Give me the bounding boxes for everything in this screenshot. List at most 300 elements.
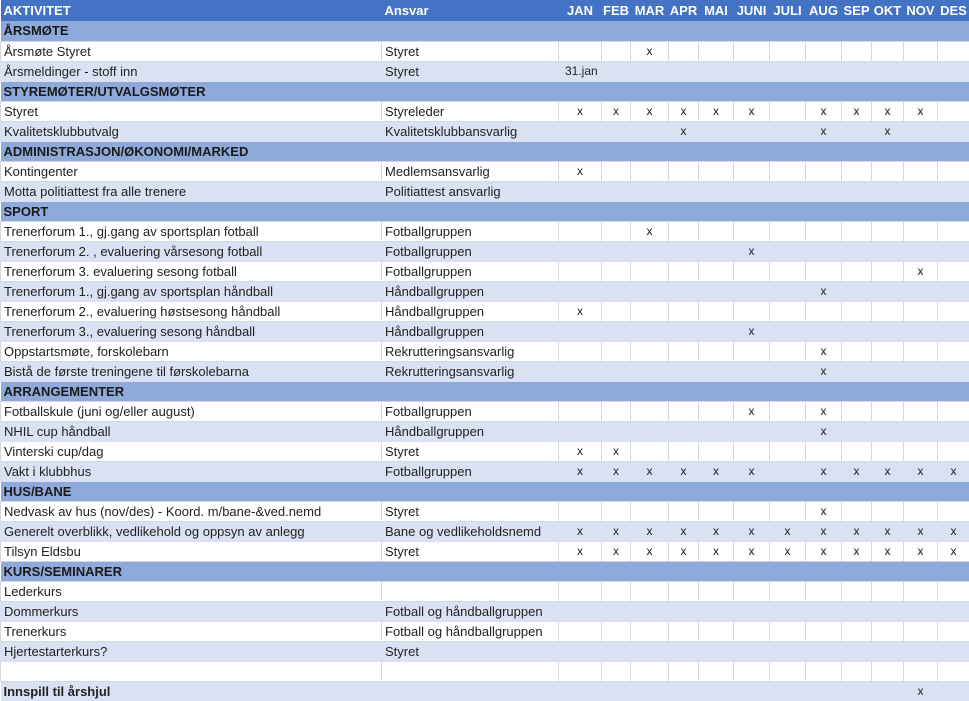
month-cell-aug[interactable] bbox=[806, 661, 842, 681]
month-cell-mai[interactable] bbox=[699, 661, 734, 681]
month-cell-mar[interactable] bbox=[631, 581, 669, 601]
month-cell-feb[interactable] bbox=[602, 641, 631, 661]
month-cell-mar[interactable] bbox=[631, 121, 669, 141]
month-cell-apr[interactable] bbox=[669, 601, 699, 621]
month-cell-mar[interactable] bbox=[631, 61, 669, 81]
month-cell-mai[interactable] bbox=[699, 441, 734, 461]
responsible-cell[interactable]: Styret bbox=[382, 541, 559, 561]
month-cell-juni[interactable] bbox=[734, 301, 770, 321]
month-cell-juli[interactable] bbox=[770, 221, 806, 241]
month-cell-jan[interactable]: x bbox=[559, 101, 602, 121]
month-cell-okt[interactable] bbox=[872, 61, 904, 81]
activity-cell[interactable]: Kontingenter bbox=[1, 161, 382, 181]
month-cell-sep[interactable] bbox=[842, 321, 872, 341]
month-cell-mar[interactable] bbox=[631, 361, 669, 381]
activity-cell[interactable]: Oppstartsmøte, forskolebarn bbox=[1, 341, 382, 361]
activity-cell[interactable]: Dommerkurs bbox=[1, 601, 382, 621]
month-cell-feb[interactable]: x bbox=[602, 441, 631, 461]
month-cell-apr[interactable] bbox=[669, 401, 699, 421]
month-cell-feb[interactable] bbox=[602, 681, 631, 701]
month-cell-des[interactable] bbox=[938, 181, 969, 201]
activity-cell[interactable]: Bistå de første treningene til førskolebarna bbox=[1, 361, 382, 381]
month-cell-nov[interactable] bbox=[904, 341, 938, 361]
month-cell-mai[interactable] bbox=[699, 161, 734, 181]
header-month-aug[interactable]: AUG bbox=[806, 0, 842, 21]
month-cell-juli[interactable] bbox=[770, 281, 806, 301]
activity-cell[interactable]: Vinterski cup/dag bbox=[1, 441, 382, 461]
month-cell-okt[interactable] bbox=[872, 181, 904, 201]
month-cell-des[interactable] bbox=[938, 321, 969, 341]
month-cell-okt[interactable] bbox=[872, 321, 904, 341]
month-cell-apr[interactable]: x bbox=[669, 121, 699, 141]
month-cell-sep[interactable] bbox=[842, 421, 872, 441]
responsible-cell[interactable]: Rekrutteringsansvarlig bbox=[382, 341, 559, 361]
month-cell-jan[interactable] bbox=[559, 281, 602, 301]
responsible-cell[interactable]: Styret bbox=[382, 441, 559, 461]
month-cell-juni[interactable]: x bbox=[734, 521, 770, 541]
month-cell-sep[interactable] bbox=[842, 681, 872, 701]
month-cell-juli[interactable] bbox=[770, 421, 806, 441]
month-cell-mar[interactable] bbox=[631, 641, 669, 661]
month-cell-nov[interactable] bbox=[904, 621, 938, 641]
month-cell-okt[interactable] bbox=[872, 441, 904, 461]
month-cell-juni[interactable] bbox=[734, 601, 770, 621]
month-cell-mai[interactable] bbox=[699, 361, 734, 381]
month-cell-apr[interactable] bbox=[669, 661, 699, 681]
activity-cell[interactable]: Trenerforum 3. evaluering sesong fotball bbox=[1, 261, 382, 281]
month-cell-nov[interactable] bbox=[904, 361, 938, 381]
month-cell-nov[interactable] bbox=[904, 281, 938, 301]
month-cell-aug[interactable] bbox=[806, 581, 842, 601]
month-cell-apr[interactable] bbox=[669, 681, 699, 701]
month-cell-mar[interactable] bbox=[631, 241, 669, 261]
month-cell-apr[interactable]: x bbox=[669, 541, 699, 561]
month-cell-jan[interactable] bbox=[559, 621, 602, 641]
month-cell-feb[interactable] bbox=[602, 401, 631, 421]
header-month-okt[interactable]: OKT bbox=[872, 0, 904, 21]
month-cell-apr[interactable] bbox=[669, 161, 699, 181]
month-cell-juni[interactable] bbox=[734, 61, 770, 81]
month-cell-sep[interactable] bbox=[842, 581, 872, 601]
month-cell-feb[interactable] bbox=[602, 41, 631, 61]
month-cell-sep[interactable] bbox=[842, 221, 872, 241]
activity-cell[interactable]: Hjertestarterkurs? bbox=[1, 641, 382, 661]
month-cell-okt[interactable] bbox=[872, 601, 904, 621]
month-cell-feb[interactable] bbox=[602, 181, 631, 201]
month-cell-feb[interactable]: x bbox=[602, 101, 631, 121]
month-cell-okt[interactable] bbox=[872, 281, 904, 301]
activity-cell[interactable]: Innspill til årshjul bbox=[1, 681, 382, 701]
month-cell-jan[interactable]: x bbox=[559, 461, 602, 481]
responsible-cell[interactable]: Rekrutteringsansvarlig bbox=[382, 361, 559, 381]
month-cell-juli[interactable] bbox=[770, 341, 806, 361]
month-cell-mai[interactable] bbox=[699, 281, 734, 301]
month-cell-nov[interactable] bbox=[904, 581, 938, 601]
month-cell-aug[interactable]: x bbox=[806, 501, 842, 521]
month-cell-juli[interactable] bbox=[770, 441, 806, 461]
activity-cell[interactable]: Trenerforum 3., evaluering sesong håndball bbox=[1, 321, 382, 341]
header-activity[interactable]: AKTIVITET bbox=[1, 0, 382, 21]
month-cell-feb[interactable] bbox=[602, 621, 631, 641]
month-cell-nov[interactable] bbox=[904, 501, 938, 521]
month-cell-apr[interactable] bbox=[669, 581, 699, 601]
month-cell-jan[interactable]: x bbox=[559, 441, 602, 461]
month-cell-apr[interactable]: x bbox=[669, 101, 699, 121]
month-cell-okt[interactable]: x bbox=[872, 521, 904, 541]
month-cell-mai[interactable] bbox=[699, 241, 734, 261]
month-cell-juni[interactable]: x bbox=[734, 241, 770, 261]
month-cell-juli[interactable] bbox=[770, 621, 806, 641]
month-cell-sep[interactable] bbox=[842, 661, 872, 681]
month-cell-des[interactable] bbox=[938, 421, 969, 441]
month-cell-okt[interactable] bbox=[872, 241, 904, 261]
month-cell-apr[interactable]: x bbox=[669, 461, 699, 481]
month-cell-feb[interactable] bbox=[602, 301, 631, 321]
month-cell-juni[interactable] bbox=[734, 641, 770, 661]
month-cell-jan[interactable] bbox=[559, 501, 602, 521]
responsible-cell[interactable]: Styret bbox=[382, 641, 559, 661]
month-cell-mai[interactable] bbox=[699, 641, 734, 661]
month-cell-sep[interactable] bbox=[842, 621, 872, 641]
month-cell-jan[interactable] bbox=[559, 601, 602, 621]
month-cell-nov[interactable] bbox=[904, 161, 938, 181]
month-cell-nov[interactable] bbox=[904, 321, 938, 341]
month-cell-mai[interactable] bbox=[699, 421, 734, 441]
month-cell-nov[interactable]: x bbox=[904, 521, 938, 541]
responsible-cell[interactable] bbox=[382, 681, 559, 701]
month-cell-aug[interactable] bbox=[806, 441, 842, 461]
header-month-juli[interactable]: JULI bbox=[770, 0, 806, 21]
activity-cell[interactable]: Tilsyn Eldsbu bbox=[1, 541, 382, 561]
month-cell-jan[interactable] bbox=[559, 661, 602, 681]
month-cell-okt[interactable] bbox=[872, 41, 904, 61]
activity-cell[interactable]: Trenerforum 2. , evaluering vårsesong fotball bbox=[1, 241, 382, 261]
month-cell-mai[interactable] bbox=[699, 221, 734, 241]
activity-cell[interactable]: Styret bbox=[1, 101, 382, 121]
section-title[interactable]: ADMINISTRASJON/ØKONOMI/MARKED bbox=[1, 141, 969, 161]
month-cell-juni[interactable]: x bbox=[734, 461, 770, 481]
month-cell-sep[interactable] bbox=[842, 161, 872, 181]
month-cell-juli[interactable] bbox=[770, 241, 806, 261]
month-cell-okt[interactable] bbox=[872, 341, 904, 361]
month-cell-mar[interactable] bbox=[631, 601, 669, 621]
month-cell-des[interactable] bbox=[938, 401, 969, 421]
month-cell-sep[interactable] bbox=[842, 341, 872, 361]
month-cell-mar[interactable]: x bbox=[631, 221, 669, 241]
activity-cell[interactable]: Lederkurs bbox=[1, 581, 382, 601]
month-cell-des[interactable] bbox=[938, 101, 969, 121]
responsible-cell[interactable] bbox=[382, 581, 559, 601]
month-cell-apr[interactable] bbox=[669, 621, 699, 641]
month-cell-juni[interactable] bbox=[734, 341, 770, 361]
month-cell-nov[interactable] bbox=[904, 601, 938, 621]
month-cell-des[interactable]: x bbox=[938, 461, 969, 481]
month-cell-aug[interactable] bbox=[806, 41, 842, 61]
month-cell-jan[interactable] bbox=[559, 641, 602, 661]
month-cell-apr[interactable] bbox=[669, 361, 699, 381]
month-cell-sep[interactable] bbox=[842, 261, 872, 281]
month-cell-mar[interactable] bbox=[631, 261, 669, 281]
month-cell-nov[interactable]: x bbox=[904, 101, 938, 121]
month-cell-juli[interactable]: x bbox=[770, 521, 806, 541]
header-month-juni[interactable]: JUNI bbox=[734, 0, 770, 21]
month-cell-jan[interactable] bbox=[559, 361, 602, 381]
responsible-cell[interactable]: Fotballgruppen bbox=[382, 401, 559, 421]
month-cell-feb[interactable] bbox=[602, 421, 631, 441]
month-cell-jan[interactable]: x bbox=[559, 521, 602, 541]
activity-cell[interactable]: Trenerforum 1., gj.gang av sportsplan håndball bbox=[1, 281, 382, 301]
activity-cell[interactable]: Trenerforum 1., gj.gang av sportsplan fotball bbox=[1, 221, 382, 241]
month-cell-mar[interactable]: x bbox=[631, 41, 669, 61]
activity-cell[interactable]: Vakt i klubbhus bbox=[1, 461, 382, 481]
activity-cell[interactable]: Årsmøte Styret bbox=[1, 41, 382, 61]
month-cell-aug[interactable] bbox=[806, 301, 842, 321]
month-cell-aug[interactable] bbox=[806, 261, 842, 281]
month-cell-aug[interactable] bbox=[806, 641, 842, 661]
month-cell-juli[interactable] bbox=[770, 181, 806, 201]
month-cell-aug[interactable]: x bbox=[806, 281, 842, 301]
month-cell-feb[interactable] bbox=[602, 661, 631, 681]
month-cell-mai[interactable] bbox=[699, 321, 734, 341]
month-cell-feb[interactable] bbox=[602, 581, 631, 601]
month-cell-sep[interactable] bbox=[842, 281, 872, 301]
month-cell-des[interactable] bbox=[938, 61, 969, 81]
month-cell-feb[interactable]: x bbox=[602, 521, 631, 541]
month-cell-des[interactable] bbox=[938, 121, 969, 141]
month-cell-mai[interactable] bbox=[699, 581, 734, 601]
month-cell-juni[interactable] bbox=[734, 281, 770, 301]
header-month-mar[interactable]: MAR bbox=[631, 0, 669, 21]
deadline-note-cell[interactable]: 31.jan bbox=[559, 61, 631, 81]
month-cell-okt[interactable] bbox=[872, 421, 904, 441]
responsible-cell[interactable]: Styreleder bbox=[382, 101, 559, 121]
month-cell-juli[interactable] bbox=[770, 501, 806, 521]
month-cell-mai[interactable]: x bbox=[699, 101, 734, 121]
month-cell-feb[interactable] bbox=[602, 501, 631, 521]
month-cell-apr[interactable] bbox=[669, 241, 699, 261]
month-cell-mai[interactable] bbox=[699, 41, 734, 61]
month-cell-mai[interactable] bbox=[699, 401, 734, 421]
month-cell-juli[interactable] bbox=[770, 641, 806, 661]
month-cell-apr[interactable] bbox=[669, 321, 699, 341]
month-cell-mar[interactable] bbox=[631, 681, 669, 701]
month-cell-nov[interactable] bbox=[904, 221, 938, 241]
header-month-nov[interactable]: NOV bbox=[904, 0, 938, 21]
month-cell-mar[interactable] bbox=[631, 421, 669, 441]
month-cell-juni[interactable] bbox=[734, 581, 770, 601]
month-cell-juli[interactable] bbox=[770, 161, 806, 181]
month-cell-okt[interactable] bbox=[872, 581, 904, 601]
month-cell-sep[interactable] bbox=[842, 61, 872, 81]
month-cell-okt[interactable]: x bbox=[872, 461, 904, 481]
month-cell-apr[interactable] bbox=[669, 301, 699, 321]
month-cell-okt[interactable] bbox=[872, 221, 904, 241]
responsible-cell[interactable]: Håndballgruppen bbox=[382, 421, 559, 441]
activity-cell[interactable]: Årsmeldinger - stoff inn bbox=[1, 61, 382, 81]
month-cell-okt[interactable] bbox=[872, 621, 904, 641]
month-cell-feb[interactable] bbox=[602, 321, 631, 341]
month-cell-mai[interactable] bbox=[699, 261, 734, 281]
month-cell-des[interactable] bbox=[938, 641, 969, 661]
responsible-cell[interactable]: Fotballgruppen bbox=[382, 461, 559, 481]
month-cell-jan[interactable] bbox=[559, 221, 602, 241]
month-cell-mar[interactable] bbox=[631, 281, 669, 301]
month-cell-juni[interactable] bbox=[734, 221, 770, 241]
month-cell-apr[interactable] bbox=[669, 441, 699, 461]
responsible-cell[interactable]: Fotballgruppen bbox=[382, 261, 559, 281]
month-cell-feb[interactable] bbox=[602, 361, 631, 381]
month-cell-mai[interactable] bbox=[699, 181, 734, 201]
responsible-cell[interactable]: Fotballgruppen bbox=[382, 241, 559, 261]
month-cell-mai[interactable] bbox=[699, 681, 734, 701]
responsible-cell[interactable]: Fotball og håndballgruppen bbox=[382, 621, 559, 641]
section-title[interactable]: STYREMØTER/UTVALGSMØTER bbox=[1, 81, 969, 101]
month-cell-sep[interactable] bbox=[842, 601, 872, 621]
month-cell-apr[interactable] bbox=[669, 341, 699, 361]
month-cell-okt[interactable] bbox=[872, 641, 904, 661]
month-cell-mar[interactable]: x bbox=[631, 101, 669, 121]
month-cell-nov[interactable] bbox=[904, 181, 938, 201]
month-cell-jan[interactable] bbox=[559, 41, 602, 61]
section-title[interactable]: SPORT bbox=[1, 201, 969, 221]
month-cell-okt[interactable] bbox=[872, 401, 904, 421]
month-cell-nov[interactable] bbox=[904, 421, 938, 441]
activity-cell[interactable]: NHIL cup håndball bbox=[1, 421, 382, 441]
month-cell-mai[interactable]: x bbox=[699, 541, 734, 561]
month-cell-aug[interactable] bbox=[806, 61, 842, 81]
month-cell-juni[interactable] bbox=[734, 41, 770, 61]
month-cell-mar[interactable] bbox=[631, 501, 669, 521]
month-cell-sep[interactable] bbox=[842, 301, 872, 321]
month-cell-jan[interactable]: x bbox=[559, 541, 602, 561]
month-cell-aug[interactable]: x bbox=[806, 101, 842, 121]
month-cell-okt[interactable] bbox=[872, 681, 904, 701]
section-title[interactable]: KURS/SEMINARER bbox=[1, 561, 969, 581]
responsible-cell[interactable]: Medlemsansvarlig bbox=[382, 161, 559, 181]
month-cell-jan[interactable] bbox=[559, 121, 602, 141]
month-cell-nov[interactable] bbox=[904, 401, 938, 421]
month-cell-jan[interactable] bbox=[559, 341, 602, 361]
month-cell-des[interactable] bbox=[938, 161, 969, 181]
responsible-cell[interactable]: Styret bbox=[382, 501, 559, 521]
month-cell-sep[interactable]: x bbox=[842, 101, 872, 121]
month-cell-mar[interactable] bbox=[631, 621, 669, 641]
month-cell-des[interactable]: x bbox=[938, 521, 969, 541]
responsible-cell[interactable]: Håndballgruppen bbox=[382, 281, 559, 301]
month-cell-okt[interactable]: x bbox=[872, 121, 904, 141]
month-cell-aug[interactable] bbox=[806, 681, 842, 701]
month-cell-jan[interactable] bbox=[559, 421, 602, 441]
month-cell-feb[interactable] bbox=[602, 281, 631, 301]
month-cell-apr[interactable] bbox=[669, 181, 699, 201]
month-cell-mar[interactable]: x bbox=[631, 541, 669, 561]
month-cell-jan[interactable]: x bbox=[559, 161, 602, 181]
month-cell-mai[interactable] bbox=[699, 621, 734, 641]
month-cell-sep[interactable] bbox=[842, 501, 872, 521]
month-cell-juni[interactable] bbox=[734, 121, 770, 141]
month-cell-aug[interactable]: x bbox=[806, 461, 842, 481]
month-cell-apr[interactable] bbox=[669, 41, 699, 61]
month-cell-okt[interactable]: x bbox=[872, 541, 904, 561]
month-cell-nov[interactable] bbox=[904, 661, 938, 681]
month-cell-feb[interactable] bbox=[602, 241, 631, 261]
month-cell-mai[interactable] bbox=[699, 61, 734, 81]
responsible-cell[interactable]: Fotballgruppen bbox=[382, 221, 559, 241]
activity-cell[interactable]: Motta politiattest fra alle trenere bbox=[1, 181, 382, 201]
month-cell-juni[interactable] bbox=[734, 681, 770, 701]
month-cell-feb[interactable]: x bbox=[602, 461, 631, 481]
month-cell-mar[interactable] bbox=[631, 181, 669, 201]
month-cell-juli[interactable] bbox=[770, 601, 806, 621]
month-cell-juli[interactable] bbox=[770, 681, 806, 701]
month-cell-okt[interactable] bbox=[872, 301, 904, 321]
month-cell-apr[interactable] bbox=[669, 641, 699, 661]
responsible-cell[interactable]: Styret bbox=[382, 41, 559, 61]
header-month-sep[interactable]: SEP bbox=[842, 0, 872, 21]
month-cell-juli[interactable] bbox=[770, 121, 806, 141]
month-cell-sep[interactable]: x bbox=[842, 521, 872, 541]
month-cell-feb[interactable] bbox=[602, 121, 631, 141]
month-cell-mar[interactable] bbox=[631, 301, 669, 321]
month-cell-juli[interactable] bbox=[770, 661, 806, 681]
month-cell-aug[interactable] bbox=[806, 181, 842, 201]
responsible-cell[interactable] bbox=[382, 661, 559, 681]
month-cell-aug[interactable] bbox=[806, 221, 842, 241]
month-cell-okt[interactable] bbox=[872, 161, 904, 181]
activity-cell[interactable]: Trenerkurs bbox=[1, 621, 382, 641]
month-cell-des[interactable] bbox=[938, 261, 969, 281]
month-cell-juni[interactable] bbox=[734, 161, 770, 181]
month-cell-sep[interactable]: x bbox=[842, 541, 872, 561]
month-cell-feb[interactable] bbox=[602, 221, 631, 241]
section-title[interactable]: HUS/BANE bbox=[1, 481, 969, 501]
section-title[interactable]: ARRANGEMENTER bbox=[1, 381, 969, 401]
month-cell-sep[interactable] bbox=[842, 641, 872, 661]
month-cell-juni[interactable] bbox=[734, 661, 770, 681]
month-cell-juli[interactable] bbox=[770, 461, 806, 481]
month-cell-des[interactable] bbox=[938, 361, 969, 381]
month-cell-des[interactable]: x bbox=[938, 541, 969, 561]
month-cell-mai[interactable]: x bbox=[699, 521, 734, 541]
month-cell-juni[interactable]: x bbox=[734, 321, 770, 341]
header-month-des[interactable]: DES bbox=[938, 0, 969, 21]
month-cell-aug[interactable]: x bbox=[806, 121, 842, 141]
activity-cell[interactable]: Fotballskule (juni og/eller august) bbox=[1, 401, 382, 421]
month-cell-apr[interactable] bbox=[669, 261, 699, 281]
month-cell-nov[interactable] bbox=[904, 61, 938, 81]
month-cell-juli[interactable] bbox=[770, 301, 806, 321]
month-cell-juli[interactable] bbox=[770, 101, 806, 121]
month-cell-mar[interactable] bbox=[631, 661, 669, 681]
month-cell-mai[interactable] bbox=[699, 301, 734, 321]
month-cell-juli[interactable] bbox=[770, 41, 806, 61]
month-cell-aug[interactable]: x bbox=[806, 361, 842, 381]
month-cell-jan[interactable] bbox=[559, 181, 602, 201]
month-cell-juli[interactable] bbox=[770, 61, 806, 81]
month-cell-des[interactable] bbox=[938, 221, 969, 241]
month-cell-aug[interactable] bbox=[806, 161, 842, 181]
month-cell-des[interactable] bbox=[938, 621, 969, 641]
month-cell-feb[interactable] bbox=[602, 261, 631, 281]
activity-cell[interactable]: Trenerforum 2., evaluering høstsesong håndball bbox=[1, 301, 382, 321]
month-cell-nov[interactable]: x bbox=[904, 461, 938, 481]
month-cell-aug[interactable]: x bbox=[806, 541, 842, 561]
month-cell-sep[interactable] bbox=[842, 181, 872, 201]
month-cell-des[interactable] bbox=[938, 301, 969, 321]
month-cell-sep[interactable] bbox=[842, 241, 872, 261]
responsible-cell[interactable]: Håndballgruppen bbox=[382, 321, 559, 341]
activity-cell[interactable]: Kvalitetsklubbutvalg bbox=[1, 121, 382, 141]
